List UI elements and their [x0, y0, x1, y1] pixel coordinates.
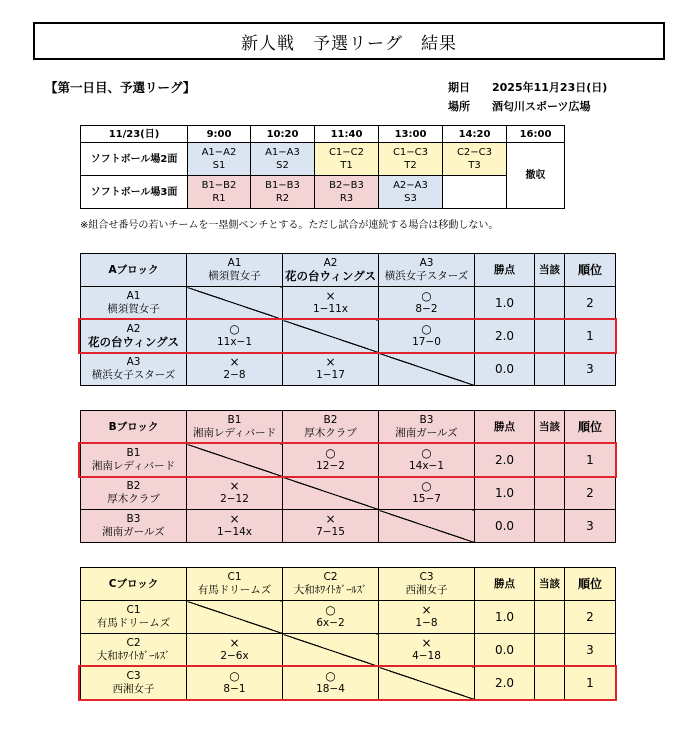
team-code: A3 — [419, 257, 434, 269]
points-cell: 0.0 — [475, 510, 535, 543]
self-match-cell — [379, 353, 475, 386]
relevant-cell — [535, 510, 565, 543]
schedule-table — [80, 125, 565, 209]
game-matchup: A1−A3 — [265, 147, 300, 158]
rank-cell: 1 — [565, 320, 616, 353]
team-column-header — [379, 411, 475, 444]
game-code: T1 — [340, 160, 353, 171]
rank-header: 順位 — [565, 411, 616, 444]
relevant-cell — [535, 353, 565, 386]
result-score: 1−14x — [216, 526, 253, 538]
game-code: S2 — [276, 160, 289, 171]
rank-cell: 2 — [565, 601, 616, 634]
team-column-header — [187, 568, 283, 601]
result-cell — [379, 601, 475, 634]
game-cell — [315, 176, 379, 209]
team-row-header — [81, 634, 187, 667]
result-score: 6x−2 — [316, 617, 345, 629]
points-header: 勝点 — [475, 254, 535, 287]
result-score: 17−0 — [412, 336, 441, 348]
result-mark: × — [229, 636, 240, 650]
winner-highlight — [78, 442, 617, 478]
points-cell: 0.0 — [475, 353, 535, 386]
result-mark: × — [229, 479, 240, 493]
team-code: A2 — [323, 257, 338, 269]
result-cell — [283, 510, 379, 543]
result-cell — [379, 477, 475, 510]
result-mark: × — [229, 512, 240, 526]
result-mark: ○ — [325, 603, 336, 617]
field-name: ソフトボール場3面 — [81, 176, 188, 209]
result-score: 2−6x — [220, 650, 249, 662]
rank-cell: 1 — [565, 667, 616, 700]
time-slot: 10:20 — [251, 126, 315, 143]
result-mark: × — [421, 603, 432, 617]
team-row-header — [81, 287, 187, 320]
result-score: 2−12 — [220, 493, 249, 505]
game-cell — [188, 176, 251, 209]
self-match-cell — [379, 510, 475, 543]
game-code: R3 — [339, 193, 354, 204]
rank-cell: 3 — [565, 353, 616, 386]
result-cell — [187, 477, 283, 510]
relevant-header: 当該 — [535, 254, 565, 287]
game-cell — [443, 143, 507, 176]
team-row-header — [81, 353, 187, 386]
relevant-cell — [535, 287, 565, 320]
team-name: 西湘女子 — [112, 683, 155, 695]
result-score: 11x−1 — [216, 336, 253, 348]
team-code: A1 — [227, 257, 242, 269]
points-header: 勝点 — [475, 411, 535, 444]
result-mark: ○ — [421, 479, 432, 493]
result-cell — [283, 353, 379, 386]
rank-cell: 3 — [565, 634, 616, 667]
result-mark: ○ — [421, 289, 432, 303]
result-cell — [379, 634, 475, 667]
team-code: C1 — [227, 571, 242, 583]
team-name: 厚木クラブ — [304, 427, 357, 439]
result-mark: ○ — [229, 669, 240, 683]
game-matchup: A1−A2 — [201, 147, 237, 158]
time-slot: 14:20 — [443, 126, 507, 143]
team-name: 大和ﾎﾜｲﾄｶﾞｰﾙｽﾞ — [293, 584, 368, 596]
game-matchup: C1−C3 — [392, 147, 429, 158]
game-cell — [379, 143, 443, 176]
place-value: 酒匂川スポーツ広場 — [492, 100, 591, 113]
team-code: A1 — [126, 290, 141, 302]
team-code: C2 — [126, 637, 141, 649]
points-cell: 1.0 — [475, 287, 535, 320]
team-name: 西湘女子 — [405, 584, 448, 596]
result-cell — [379, 287, 475, 320]
rank-cell: 2 — [565, 287, 616, 320]
team-column-header — [283, 411, 379, 444]
team-name: 横浜女子スターズ — [384, 270, 469, 282]
game-matchup: C2−C3 — [456, 147, 493, 158]
points-header: 勝点 — [475, 568, 535, 601]
team-code: C3 — [126, 670, 141, 682]
time-slot: 16:00 — [507, 126, 565, 143]
self-match-cell — [283, 477, 379, 510]
points-cell: 1.0 — [475, 477, 535, 510]
place-label: 場所 — [448, 100, 470, 113]
game-cell — [315, 143, 379, 176]
result-mark: × — [229, 355, 240, 369]
team-row-header — [81, 477, 187, 510]
relevant-header: 当該 — [535, 568, 565, 601]
team-code: A3 — [126, 356, 141, 368]
block-name: Cブロック — [81, 568, 187, 601]
team-name: 横須賀女子 — [208, 270, 261, 282]
result-score: 8−2 — [415, 303, 438, 315]
result-score: 12−2 — [316, 460, 345, 472]
game-code: S3 — [404, 193, 417, 204]
game-cell — [251, 143, 315, 176]
game-cell-empty — [443, 176, 507, 209]
team-row-header — [81, 510, 187, 543]
block-name: Bブロック — [81, 411, 187, 444]
result-score: 15−7 — [412, 493, 441, 505]
points-cell: 1.0 — [475, 601, 535, 634]
result-score: 8−1 — [223, 683, 246, 695]
time-slot: 9:00 — [188, 126, 251, 143]
team-name: 横須賀女子 — [107, 303, 160, 315]
schedule-date-header: 11/23(日) — [81, 126, 188, 143]
team-code: C3 — [419, 571, 434, 583]
game-code: S1 — [212, 160, 226, 171]
team-name: 花の台ウィングス — [285, 269, 376, 283]
team-column-header — [187, 254, 283, 287]
team-name: 湘南レディバード — [91, 460, 176, 472]
team-code: B3 — [419, 414, 434, 426]
game-code: R2 — [275, 193, 290, 204]
result-cell — [187, 353, 283, 386]
result-score: 2−8 — [223, 369, 246, 381]
game-code: T3 — [468, 160, 481, 171]
game-code: R1 — [212, 193, 226, 204]
result-score: 1−17 — [316, 369, 345, 381]
game-matchup: B1−B3 — [265, 180, 300, 191]
result-cell — [187, 634, 283, 667]
game-cell — [379, 176, 443, 209]
points-cell: 2.0 — [475, 667, 535, 700]
time-slot: 11:40 — [315, 126, 379, 143]
team-code: A2 — [126, 323, 141, 335]
result-mark: × — [421, 636, 432, 650]
result-cell — [283, 601, 379, 634]
team-name: 横浜女子スターズ — [91, 369, 176, 381]
rank-header: 順位 — [565, 254, 616, 287]
result-score: 7−15 — [316, 526, 345, 538]
time-slot: 13:00 — [379, 126, 443, 143]
rank-header: 順位 — [565, 568, 616, 601]
team-name: 湘南レディバード — [192, 427, 277, 439]
game-code: T2 — [404, 160, 417, 171]
game-matchup: A2−A3 — [393, 180, 428, 191]
team-column-header — [379, 254, 475, 287]
result-mark: ○ — [229, 322, 240, 336]
result-mark: × — [325, 512, 336, 526]
date-label: 期日 — [448, 81, 470, 94]
relevant-header: 当該 — [535, 411, 565, 444]
relevant-cell — [535, 634, 565, 667]
game-cell — [188, 143, 251, 176]
team-name: 有馬ドリームズ — [96, 617, 171, 629]
points-cell: 2.0 — [475, 320, 535, 353]
result-mark: ○ — [421, 446, 432, 460]
team-code: B2 — [323, 414, 338, 426]
self-match-cell — [187, 287, 283, 320]
team-column-header — [187, 411, 283, 444]
winner-highlight — [78, 318, 617, 354]
relevant-cell — [535, 601, 565, 634]
result-score: 1−11x — [312, 303, 349, 315]
team-code: C1 — [126, 604, 141, 616]
points-cell: 2.0 — [475, 444, 535, 477]
winner-highlight — [78, 665, 617, 701]
team-name: 有馬ドリームズ — [197, 584, 272, 596]
result-cell — [283, 287, 379, 320]
result-score: 18−4 — [316, 683, 345, 695]
rank-cell: 1 — [565, 444, 616, 477]
team-name: 湘南ガールズ — [395, 427, 458, 439]
team-code: B2 — [126, 480, 141, 492]
team-row-header — [81, 601, 187, 634]
team-name: 大和ﾎﾜｲﾄｶﾞｰﾙｽﾞ — [96, 650, 171, 662]
points-cell: 0.0 — [475, 634, 535, 667]
result-cell — [187, 510, 283, 543]
result-score: 4−18 — [412, 650, 441, 662]
team-column-header — [379, 568, 475, 601]
team-name: 厚木クラブ — [107, 493, 160, 505]
page-title: 新人戦 予選リーグ 結果 — [33, 22, 665, 60]
relevant-cell — [535, 477, 565, 510]
date-value: 2025年11月23日(日) — [492, 81, 608, 94]
team-code: B1 — [126, 447, 141, 459]
team-code: B3 — [126, 513, 141, 525]
team-code: C2 — [323, 571, 338, 583]
result-mark: ○ — [421, 322, 432, 336]
event-meta — [448, 78, 607, 116]
rank-cell: 2 — [565, 477, 616, 510]
result-mark: × — [325, 289, 336, 303]
game-matchup: C1−C2 — [328, 147, 365, 158]
subheading: 【第一日目、予選リーグ】 — [45, 80, 196, 95]
team-name: 花の台ウィングス — [88, 335, 179, 349]
game-cell — [251, 176, 315, 209]
game-matchup: B2−B3 — [329, 180, 364, 191]
team-name: 湘南ガールズ — [102, 526, 165, 538]
result-mark: ○ — [325, 446, 336, 460]
result-mark: × — [325, 355, 336, 369]
end-cell: 撤収 — [507, 143, 565, 209]
self-match-cell — [187, 601, 283, 634]
result-score: 14x−1 — [408, 460, 445, 472]
team-column-header — [283, 568, 379, 601]
team-column-header — [283, 254, 379, 287]
self-match-cell — [283, 634, 379, 667]
field-name: ソフトボール場2面 — [81, 143, 188, 176]
block-name: Aブロック — [81, 254, 187, 287]
game-matchup: B1−B2 — [201, 180, 237, 191]
result-score: 1−8 — [415, 617, 438, 629]
result-mark: ○ — [325, 669, 336, 683]
team-code: B1 — [227, 414, 242, 426]
rank-cell: 3 — [565, 510, 616, 543]
bench-note: ※組合せ番号の若いチームを一塁側ベンチとする。ただし試合が連続する場合は移動しない。 — [80, 220, 499, 231]
